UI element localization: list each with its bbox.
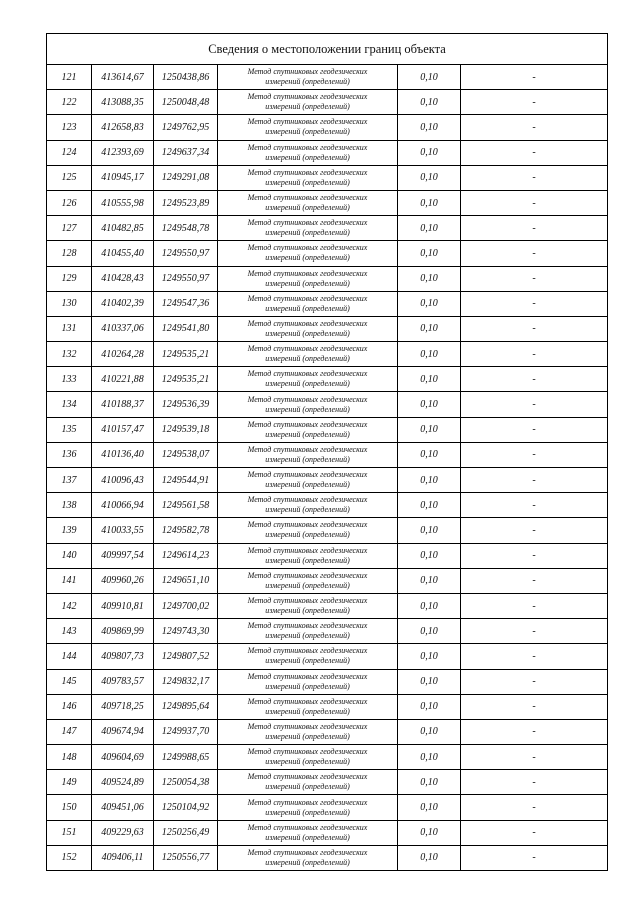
accuracy: 0,10: [398, 342, 461, 367]
coordinate-x: 409783,57: [92, 669, 154, 694]
accuracy: 0,10: [398, 266, 461, 291]
point-number: 121: [47, 65, 92, 90]
accuracy: 0,10: [398, 392, 461, 417]
determination-method: [218, 140, 398, 165]
coordinate-x: 409524,89: [92, 770, 154, 795]
coordinate-x: 410136,40: [92, 442, 154, 467]
document-page: [46, 33, 607, 871]
table-row: [47, 845, 608, 870]
method-line-1: Метод спутниковых геодезических: [247, 671, 368, 681]
coordinate-y: 1249807,52: [154, 644, 218, 669]
point-number: 135: [47, 417, 92, 442]
table-row: [47, 216, 608, 241]
coordinate-x: 409674,94: [92, 719, 154, 744]
coordinate-x: 410096,43: [92, 468, 154, 493]
method-line-1: Метод спутниковых геодезических: [247, 193, 368, 203]
coordinate-x: 410402,39: [92, 291, 154, 316]
determination-method: [218, 745, 398, 770]
accuracy: 0,10: [398, 442, 461, 467]
coordinate-y: 1249700,02: [154, 593, 218, 618]
determination-method: [218, 266, 398, 291]
table-row: [47, 543, 608, 568]
table-row: [47, 241, 608, 266]
point-description: -: [461, 719, 608, 744]
accuracy: 0,10: [398, 518, 461, 543]
point-description: -: [461, 845, 608, 870]
method-line-2: измерений (определений): [265, 253, 350, 263]
coordinate-y: 1250048,48: [154, 90, 218, 115]
method-line-1: Метод спутниковых геодезических: [247, 394, 368, 404]
determination-method: [218, 845, 398, 870]
method-line-2: измерений (определений): [265, 832, 350, 842]
coordinate-y: 1249651,10: [154, 568, 218, 593]
point-number: 151: [47, 820, 92, 845]
point-number: 125: [47, 165, 92, 190]
accuracy: 0,10: [398, 543, 461, 568]
determination-method: [218, 694, 398, 719]
coordinate-x: 410188,37: [92, 392, 154, 417]
table-row: [47, 291, 608, 316]
accuracy: 0,10: [398, 719, 461, 744]
coordinate-y: 1249523,89: [154, 190, 218, 215]
method-line-2: измерений (определений): [265, 404, 350, 414]
accuracy: 0,10: [398, 770, 461, 795]
coordinate-y: 1249895,64: [154, 694, 218, 719]
coordinate-x: 410482,85: [92, 216, 154, 241]
point-number: 129: [47, 266, 92, 291]
coordinate-y: 1249548,78: [154, 216, 218, 241]
point-description: -: [461, 392, 608, 417]
table-row: [47, 342, 608, 367]
method-line-1: Метод спутниковых геодезических: [247, 696, 368, 706]
accuracy: 0,10: [398, 291, 461, 316]
coordinate-y: 1249762,95: [154, 115, 218, 140]
method-line-2: измерений (определений): [265, 354, 350, 364]
coordinate-x: 410337,06: [92, 316, 154, 341]
method-line-1: Метод спутниковых геодезических: [247, 646, 368, 656]
accuracy: 0,10: [398, 820, 461, 845]
method-line-1: Метод спутниковых геодезических: [247, 444, 368, 454]
determination-method: [218, 392, 398, 417]
coordinate-x: 409718,25: [92, 694, 154, 719]
determination-method: [218, 367, 398, 392]
coordinate-x: 410033,55: [92, 518, 154, 543]
determination-method: [218, 190, 398, 215]
point-number: 147: [47, 719, 92, 744]
method-line-2: измерений (определений): [265, 429, 350, 439]
coordinate-y: 1250104,92: [154, 795, 218, 820]
accuracy: 0,10: [398, 568, 461, 593]
coordinate-x: 412658,83: [92, 115, 154, 140]
method-line-1: Метод спутниковых геодезических: [247, 419, 368, 429]
coordinate-x: 412393,69: [92, 140, 154, 165]
accuracy: 0,10: [398, 190, 461, 215]
method-line-2: измерений (определений): [265, 454, 350, 464]
table-row: [47, 417, 608, 442]
determination-method: [218, 795, 398, 820]
determination-method: [218, 820, 398, 845]
determination-method: [218, 115, 398, 140]
point-number: 136: [47, 442, 92, 467]
table-row: [47, 367, 608, 392]
coordinate-x: 409406,11: [92, 845, 154, 870]
coordinate-y: 1249637,34: [154, 140, 218, 165]
method-line-1: Метод спутниковых геодезических: [247, 621, 368, 631]
table-row: [47, 619, 608, 644]
table-title-row: [47, 34, 608, 65]
method-line-1: Метод спутниковых геодезических: [247, 570, 368, 580]
point-number: 143: [47, 619, 92, 644]
method-line-1: Метод спутниковых геодезических: [247, 67, 368, 77]
point-description: -: [461, 342, 608, 367]
coordinate-x: 409451,06: [92, 795, 154, 820]
table-title: Сведения о местоположении границ объекта: [47, 34, 608, 65]
accuracy: 0,10: [398, 90, 461, 115]
table-row: [47, 795, 608, 820]
method-line-2: измерений (определений): [265, 555, 350, 565]
method-line-1: Метод спутниковых геодезических: [247, 293, 368, 303]
method-line-1: Метод спутниковых геодезических: [247, 772, 368, 782]
method-line-2: измерений (определений): [265, 530, 350, 540]
accuracy: 0,10: [398, 367, 461, 392]
coordinate-x: 410555,98: [92, 190, 154, 215]
method-line-1: Метод спутниковых геодезических: [247, 797, 368, 807]
table-row: [47, 694, 608, 719]
determination-method: [218, 593, 398, 618]
accuracy: 0,10: [398, 216, 461, 241]
method-line-2: измерений (определений): [265, 228, 350, 238]
accuracy: 0,10: [398, 468, 461, 493]
table-row: [47, 90, 608, 115]
coordinate-x: 410221,88: [92, 367, 154, 392]
method-line-1: Метод спутниковых геодезических: [247, 520, 368, 530]
method-line-1: Метод спутниковых геодезических: [247, 268, 368, 278]
coordinate-x: 409869,99: [92, 619, 154, 644]
method-line-2: измерений (определений): [265, 203, 350, 213]
accuracy: 0,10: [398, 165, 461, 190]
coordinate-y: 1249539,18: [154, 417, 218, 442]
coordinate-x: 409604,69: [92, 745, 154, 770]
accuracy: 0,10: [398, 316, 461, 341]
point-description: -: [461, 619, 608, 644]
method-line-2: измерений (определений): [265, 152, 350, 162]
coordinate-y: 1249582,78: [154, 518, 218, 543]
table-row: [47, 266, 608, 291]
method-line-2: измерений (определений): [265, 731, 350, 741]
method-line-2: измерений (определений): [265, 857, 350, 867]
coordinate-x: 409807,73: [92, 644, 154, 669]
method-line-2: измерений (определений): [265, 681, 350, 691]
point-description: -: [461, 745, 608, 770]
method-line-2: измерений (определений): [265, 328, 350, 338]
method-line-2: измерений (определений): [265, 757, 350, 767]
point-number: 148: [47, 745, 92, 770]
determination-method: [218, 216, 398, 241]
point-description: -: [461, 442, 608, 467]
method-line-2: измерений (определений): [265, 505, 350, 515]
point-description: -: [461, 795, 608, 820]
coordinate-y: 1249536,39: [154, 392, 218, 417]
coordinate-x: 413614,67: [92, 65, 154, 90]
point-description: -: [461, 568, 608, 593]
determination-method: [218, 568, 398, 593]
point-number: 137: [47, 468, 92, 493]
table-row: [47, 745, 608, 770]
accuracy: 0,10: [398, 694, 461, 719]
point-description: -: [461, 669, 608, 694]
coordinate-y: 1249988,65: [154, 745, 218, 770]
point-number: 132: [47, 342, 92, 367]
method-line-2: измерений (определений): [265, 127, 350, 137]
point-number: 149: [47, 770, 92, 795]
point-description: -: [461, 367, 608, 392]
determination-method: [218, 165, 398, 190]
coordinate-y: 1249291,08: [154, 165, 218, 190]
point-description: -: [461, 694, 608, 719]
table-row: [47, 493, 608, 518]
coordinate-y: 1249547,36: [154, 291, 218, 316]
determination-method: [218, 493, 398, 518]
determination-method: [218, 543, 398, 568]
point-description: -: [461, 165, 608, 190]
method-line-2: измерений (определений): [265, 278, 350, 288]
accuracy: 0,10: [398, 795, 461, 820]
accuracy: 0,10: [398, 65, 461, 90]
coordinate-x: 409910,81: [92, 593, 154, 618]
method-line-2: измерений (определений): [265, 580, 350, 590]
coordinate-y: 1249550,97: [154, 241, 218, 266]
method-line-1: Метод спутниковых геодезических: [247, 747, 368, 757]
method-line-2: измерений (определений): [265, 631, 350, 641]
boundary-coordinates-table: [46, 33, 608, 871]
accuracy: 0,10: [398, 493, 461, 518]
point-number: 141: [47, 568, 92, 593]
accuracy: 0,10: [398, 669, 461, 694]
method-line-1: Метод спутниковых геодезических: [247, 822, 368, 832]
accuracy: 0,10: [398, 417, 461, 442]
method-line-1: Метод спутниковых геодезических: [247, 721, 368, 731]
accuracy: 0,10: [398, 845, 461, 870]
method-line-2: измерений (определений): [265, 656, 350, 666]
table-row: [47, 165, 608, 190]
point-description: -: [461, 493, 608, 518]
table-row: [47, 669, 608, 694]
point-description: -: [461, 316, 608, 341]
method-line-1: Метод спутниковых геодезических: [247, 596, 368, 606]
coordinate-y: 1250054,38: [154, 770, 218, 795]
coordinate-x: 410066,94: [92, 493, 154, 518]
method-line-1: Метод спутниковых геодезических: [247, 847, 368, 857]
method-line-1: Метод спутниковых геодезических: [247, 495, 368, 505]
point-description: -: [461, 770, 608, 795]
determination-method: [218, 518, 398, 543]
point-number: 152: [47, 845, 92, 870]
point-number: 124: [47, 140, 92, 165]
table-row: [47, 468, 608, 493]
point-description: -: [461, 90, 608, 115]
point-number: 150: [47, 795, 92, 820]
table-row: [47, 65, 608, 90]
point-number: 133: [47, 367, 92, 392]
table-row: [47, 190, 608, 215]
point-number: 126: [47, 190, 92, 215]
coordinate-x: 409997,54: [92, 543, 154, 568]
accuracy: 0,10: [398, 619, 461, 644]
determination-method: [218, 770, 398, 795]
accuracy: 0,10: [398, 593, 461, 618]
method-line-2: измерений (определений): [265, 480, 350, 490]
accuracy: 0,10: [398, 745, 461, 770]
method-line-1: Метод спутниковых геодезических: [247, 369, 368, 379]
coordinate-y: 1249832,17: [154, 669, 218, 694]
table-row: [47, 316, 608, 341]
table-row: [47, 719, 608, 744]
accuracy: 0,10: [398, 115, 461, 140]
coordinate-x: 410945,17: [92, 165, 154, 190]
coordinate-y: 1249550,97: [154, 266, 218, 291]
accuracy: 0,10: [398, 241, 461, 266]
point-description: -: [461, 417, 608, 442]
table-row: [47, 770, 608, 795]
point-description: -: [461, 115, 608, 140]
point-number: 123: [47, 115, 92, 140]
coordinate-y: 1250438,86: [154, 65, 218, 90]
point-description: -: [461, 644, 608, 669]
point-number: 127: [47, 216, 92, 241]
method-line-2: измерений (определений): [265, 807, 350, 817]
coordinate-y: 1249541,80: [154, 316, 218, 341]
method-line-1: Метод спутниковых геодезических: [247, 318, 368, 328]
point-number: 146: [47, 694, 92, 719]
point-description: -: [461, 65, 608, 90]
coordinate-x: 410455,40: [92, 241, 154, 266]
point-description: -: [461, 820, 608, 845]
determination-method: [218, 316, 398, 341]
point-description: -: [461, 543, 608, 568]
coordinate-y: 1249614,23: [154, 543, 218, 568]
point-description: -: [461, 190, 608, 215]
point-number: 139: [47, 518, 92, 543]
point-number: 122: [47, 90, 92, 115]
method-line-1: Метод спутниковых геодезических: [247, 545, 368, 555]
table-row: [47, 568, 608, 593]
determination-method: [218, 342, 398, 367]
determination-method: [218, 468, 398, 493]
coordinate-y: 1249561,58: [154, 493, 218, 518]
point-description: -: [461, 468, 608, 493]
determination-method: [218, 291, 398, 316]
method-line-1: Метод спутниковых геодезических: [247, 344, 368, 354]
accuracy: 0,10: [398, 644, 461, 669]
coordinate-x: 410157,47: [92, 417, 154, 442]
method-line-1: Метод спутниковых геодезических: [247, 142, 368, 152]
table-row: [47, 820, 608, 845]
determination-method: [218, 442, 398, 467]
table-row: [47, 644, 608, 669]
method-line-1: Метод спутниковых геодезических: [247, 117, 368, 127]
determination-method: [218, 619, 398, 644]
coordinate-x: 409229,63: [92, 820, 154, 845]
point-description: -: [461, 266, 608, 291]
determination-method: [218, 65, 398, 90]
method-line-2: измерений (определений): [265, 303, 350, 313]
point-number: 131: [47, 316, 92, 341]
determination-method: [218, 719, 398, 744]
point-number: 128: [47, 241, 92, 266]
point-description: -: [461, 593, 608, 618]
coordinate-y: 1249937,70: [154, 719, 218, 744]
coordinate-y: 1250556,77: [154, 845, 218, 870]
method-line-2: измерений (определений): [265, 102, 350, 112]
point-description: -: [461, 140, 608, 165]
determination-method: [218, 669, 398, 694]
coordinate-y: 1250256,49: [154, 820, 218, 845]
table-row: [47, 442, 608, 467]
determination-method: [218, 417, 398, 442]
coordinate-y: 1249538,07: [154, 442, 218, 467]
table-row: [47, 392, 608, 417]
coordinate-y: 1249544,91: [154, 468, 218, 493]
determination-method: [218, 90, 398, 115]
coordinate-x: 409960,26: [92, 568, 154, 593]
table-row: [47, 518, 608, 543]
point-number: 130: [47, 291, 92, 316]
point-number: 138: [47, 493, 92, 518]
method-line-1: Метод спутниковых геодезических: [247, 218, 368, 228]
coordinate-x: 410428,43: [92, 266, 154, 291]
point-description: -: [461, 291, 608, 316]
coordinate-y: 1249535,21: [154, 342, 218, 367]
method-line-1: Метод спутниковых геодезических: [247, 92, 368, 102]
method-line-2: измерений (определений): [265, 379, 350, 389]
point-number: 142: [47, 593, 92, 618]
method-line-2: измерений (определений): [265, 606, 350, 616]
method-line-1: Метод спутниковых геодезических: [247, 470, 368, 480]
method-line-1: Метод спутниковых геодезических: [247, 167, 368, 177]
point-description: -: [461, 241, 608, 266]
method-line-1: Метод спутниковых геодезических: [247, 243, 368, 253]
table-row: [47, 140, 608, 165]
determination-method: [218, 241, 398, 266]
coordinate-y: 1249535,21: [154, 367, 218, 392]
point-description: -: [461, 518, 608, 543]
coordinate-x: 410264,28: [92, 342, 154, 367]
point-number: 140: [47, 543, 92, 568]
point-number: 134: [47, 392, 92, 417]
coordinate-x: 413088,35: [92, 90, 154, 115]
table-row: [47, 593, 608, 618]
table-row: [47, 115, 608, 140]
point-description: -: [461, 216, 608, 241]
point-number: 144: [47, 644, 92, 669]
coordinate-y: 1249743,30: [154, 619, 218, 644]
determination-method: [218, 644, 398, 669]
method-line-2: измерений (определений): [265, 782, 350, 792]
method-line-2: измерений (определений): [265, 77, 350, 87]
method-line-2: измерений (определений): [265, 706, 350, 716]
accuracy: 0,10: [398, 140, 461, 165]
point-number: 145: [47, 669, 92, 694]
method-line-2: измерений (определений): [265, 177, 350, 187]
